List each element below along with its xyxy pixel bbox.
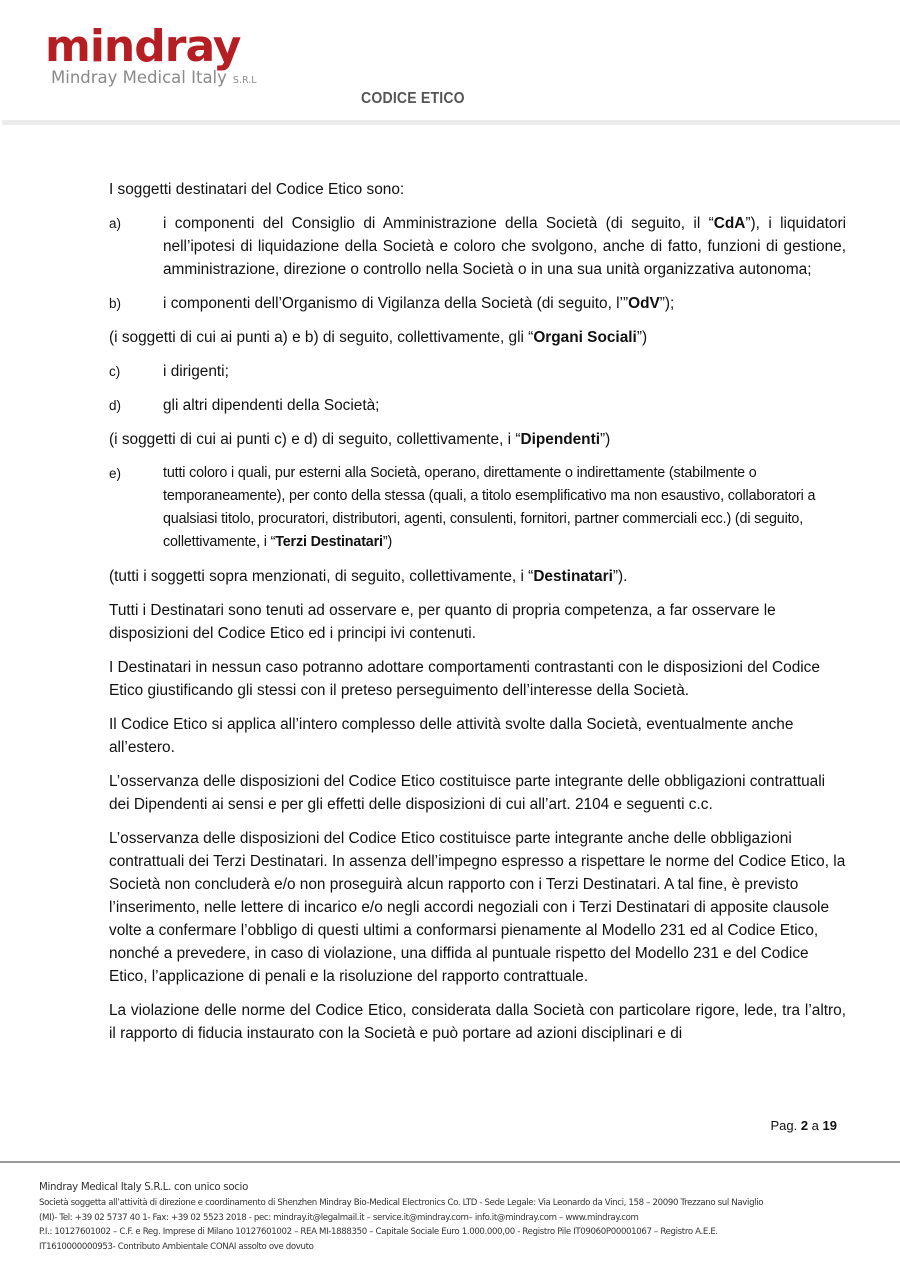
text-run: ”).	[612, 568, 628, 585]
text-run: ”)	[382, 534, 393, 550]
text-run: i componenti dell’Organismo di Vigilanza della Società (di seguito, l’”	[163, 295, 629, 312]
paragraph-4: L’osservanza delle disposizioni del Codice Etico costituisce parte integrante delle obbligazioni contrattuali dei Dipendenti ai sensi e per gli effetti delle disposizioni di cui all’art. 2104 e seguenti c.c.	[109, 773, 826, 813]
text-run: ”);	[659, 295, 675, 312]
list-marker: a)	[109, 216, 122, 231]
text-run: ”)	[600, 431, 611, 448]
paragraph-1: Tutti i Destinatari sono tenuti ad osservare e, per quanto di propria competenza, a far osservare le disposizioni del Codice Etico ed i principi ivi contenuti.	[109, 602, 776, 642]
footer-line-2: (MI)- Tel: +39 02 5737 40 1- Fax: +39 02 5523 2018 - pec: mindray.it@legalmail.it – service.it@mindray.com– info.it@mindray.com – www.mindray.com	[39, 1212, 639, 1223]
list-item-d	[109, 394, 846, 417]
list-item-c	[109, 360, 846, 383]
list-item-b	[109, 292, 846, 315]
defined-term-destinatari: Destinatari	[533, 568, 613, 585]
note-dipendenti	[109, 428, 846, 451]
list-item-text: gli altri dipendenti della Società;	[163, 397, 380, 414]
page-separator: a	[811, 1118, 819, 1133]
list-item-text: i dirigenti;	[163, 363, 229, 380]
list-marker: e)	[109, 466, 122, 481]
text-run: (i soggetti di cui ai punti c) e d) di seguito, collettivamente, i “	[109, 431, 521, 448]
list-marker: b)	[109, 296, 122, 311]
list-item-a	[109, 212, 846, 281]
page-footer	[39, 1179, 889, 1254]
list-item-text	[163, 292, 846, 315]
page-prefix: Pag.	[770, 1118, 798, 1133]
document-title: CODICE ETICO	[361, 90, 465, 107]
footer-line-1: Società soggetta all’attività di direzione e coordinamento di Shenzhen Mindray Bio-Medical Electronics Co. LTD - Sede Legale: Via Leonardo da Vinci, 158 – 20090 Trezzano sul Naviglio	[39, 1198, 764, 1208]
list-marker: c)	[109, 364, 121, 379]
logo-suffix: S.R.L	[232, 75, 257, 86]
footer-line-4: IT1610000000953- Contributo Ambientale CONAI assolto ove dovuto	[39, 1241, 314, 1252]
defined-term-organi-sociali: Organi Sociali	[533, 329, 637, 346]
defined-term-terzi-destinatari: Terzi Destinatari	[275, 534, 383, 550]
defined-term-cda: CdA	[713, 215, 746, 232]
document-body	[109, 178, 846, 1056]
text-run: (i soggetti di cui ai punti a) e b) di seguito, collettivamente, gli “	[109, 329, 534, 346]
text-run: i componenti del Consiglio di Amministrazione della Società (di seguito, il “	[163, 215, 714, 232]
note-destinatari	[109, 565, 846, 588]
list-item-text	[163, 462, 846, 554]
text-run: tutti coloro i quali, pur esterni alla Società, operano, direttamente o indirettamente (stabilmente o temporaneamente), per conto della stessa (quali, a titolo esemplificativo ma non esaustivo, collaboratori a qualsiasi titolo, procuratori, distributori, agenti, consulenti, fornitori, partner commerciali ecc.) (di seguito, collettivamente, i “	[163, 465, 816, 550]
mindray-logo: mindray	[45, 21, 241, 72]
paragraph-3: Il Codice Etico si applica all’intero complesso delle attività svolte dalla Società, eventualmente anche all’estero.	[109, 716, 794, 756]
logo-company-name: Mindray Medical Italy	[51, 68, 227, 87]
header-divider	[2, 120, 900, 125]
text-run: ”)	[636, 329, 648, 346]
paragraph-6: La violazione delle norme del Codice Etico, considerata dalla Società con particolare rigore, lede, tra l’altro, il rapporto di fiducia instaurato con la Società e può portare ad azioni disciplinari e di	[109, 1002, 846, 1042]
footer-company: Mindray Medical Italy S.R.L. con unico socio	[39, 1182, 249, 1193]
total-pages: 19	[822, 1118, 837, 1133]
note-organi-sociali	[109, 326, 846, 349]
footer-line-3: P.I.: 10127601002 – C.F. e Reg. Imprese di Milano 10127601002 – REA MI-1888350 – Capitale Sociale Euro 1.000.000,00 - Registro Pile IT09060P00001067 – Registro A.E.E.	[39, 1227, 718, 1237]
page-header	[0, 0, 900, 126]
intro-paragraph: I soggetti destinatari del Codice Etico sono:	[109, 181, 405, 198]
defined-term-odv: OdV	[628, 295, 660, 312]
current-page: 2	[800, 1118, 809, 1133]
list-item-e	[109, 462, 846, 554]
logo-subtitle	[51, 68, 257, 91]
paragraph-2: I Destinatari in nessun caso potranno adottare comportamenti contrastanti con le disposizioni del Codice Etico giustificando gli stessi con il preteso perseguimento dell’interesse della Società.	[109, 659, 820, 699]
footer-divider	[0, 1161, 900, 1163]
page-number	[770, 1118, 837, 1133]
text-run: (tutti i soggetti sopra menzionati, di seguito, collettivamente, i “	[109, 568, 534, 585]
list-marker: d)	[109, 398, 122, 413]
paragraph-5: L’osservanza delle disposizioni del Codice Etico costituisce parte integrante anche delle obbligazioni contrattuali dei Terzi Destinatari. In assenza dell’impegno espresso a rispettare le norme del Codice Etico, la Società non concluderà e/o non proseguirà alcun rapporto con i Terzi Destinatari. A tal fine, è previsto l’inserimento, nelle lettere di incarico e/o negli accordi negoziali con i Terzi Destinatari di apposite clausole volte a confermare l’obbligo di questi ultimi a conformarsi pienamente al Modello 231 ed al Codice Etico, nonché a prevedere, in caso di violazione, una diffida al puntuale rispetto del Modello 231 e del Codice Etico, l’applicazione di penali e la risoluzione del rapporto contrattuale.	[109, 830, 846, 985]
list-item-text	[163, 212, 846, 281]
defined-term-dipendenti: Dipendenti	[520, 431, 600, 448]
text-run: ”), i liquidatori nell’ipotesi di liquidazione della Società e coloro che svolgono, anche di fatto, funzioni di gestione, amministrazione, direzione o controllo nella Società o in una sua unità organizzativa autonoma;	[163, 215, 847, 278]
